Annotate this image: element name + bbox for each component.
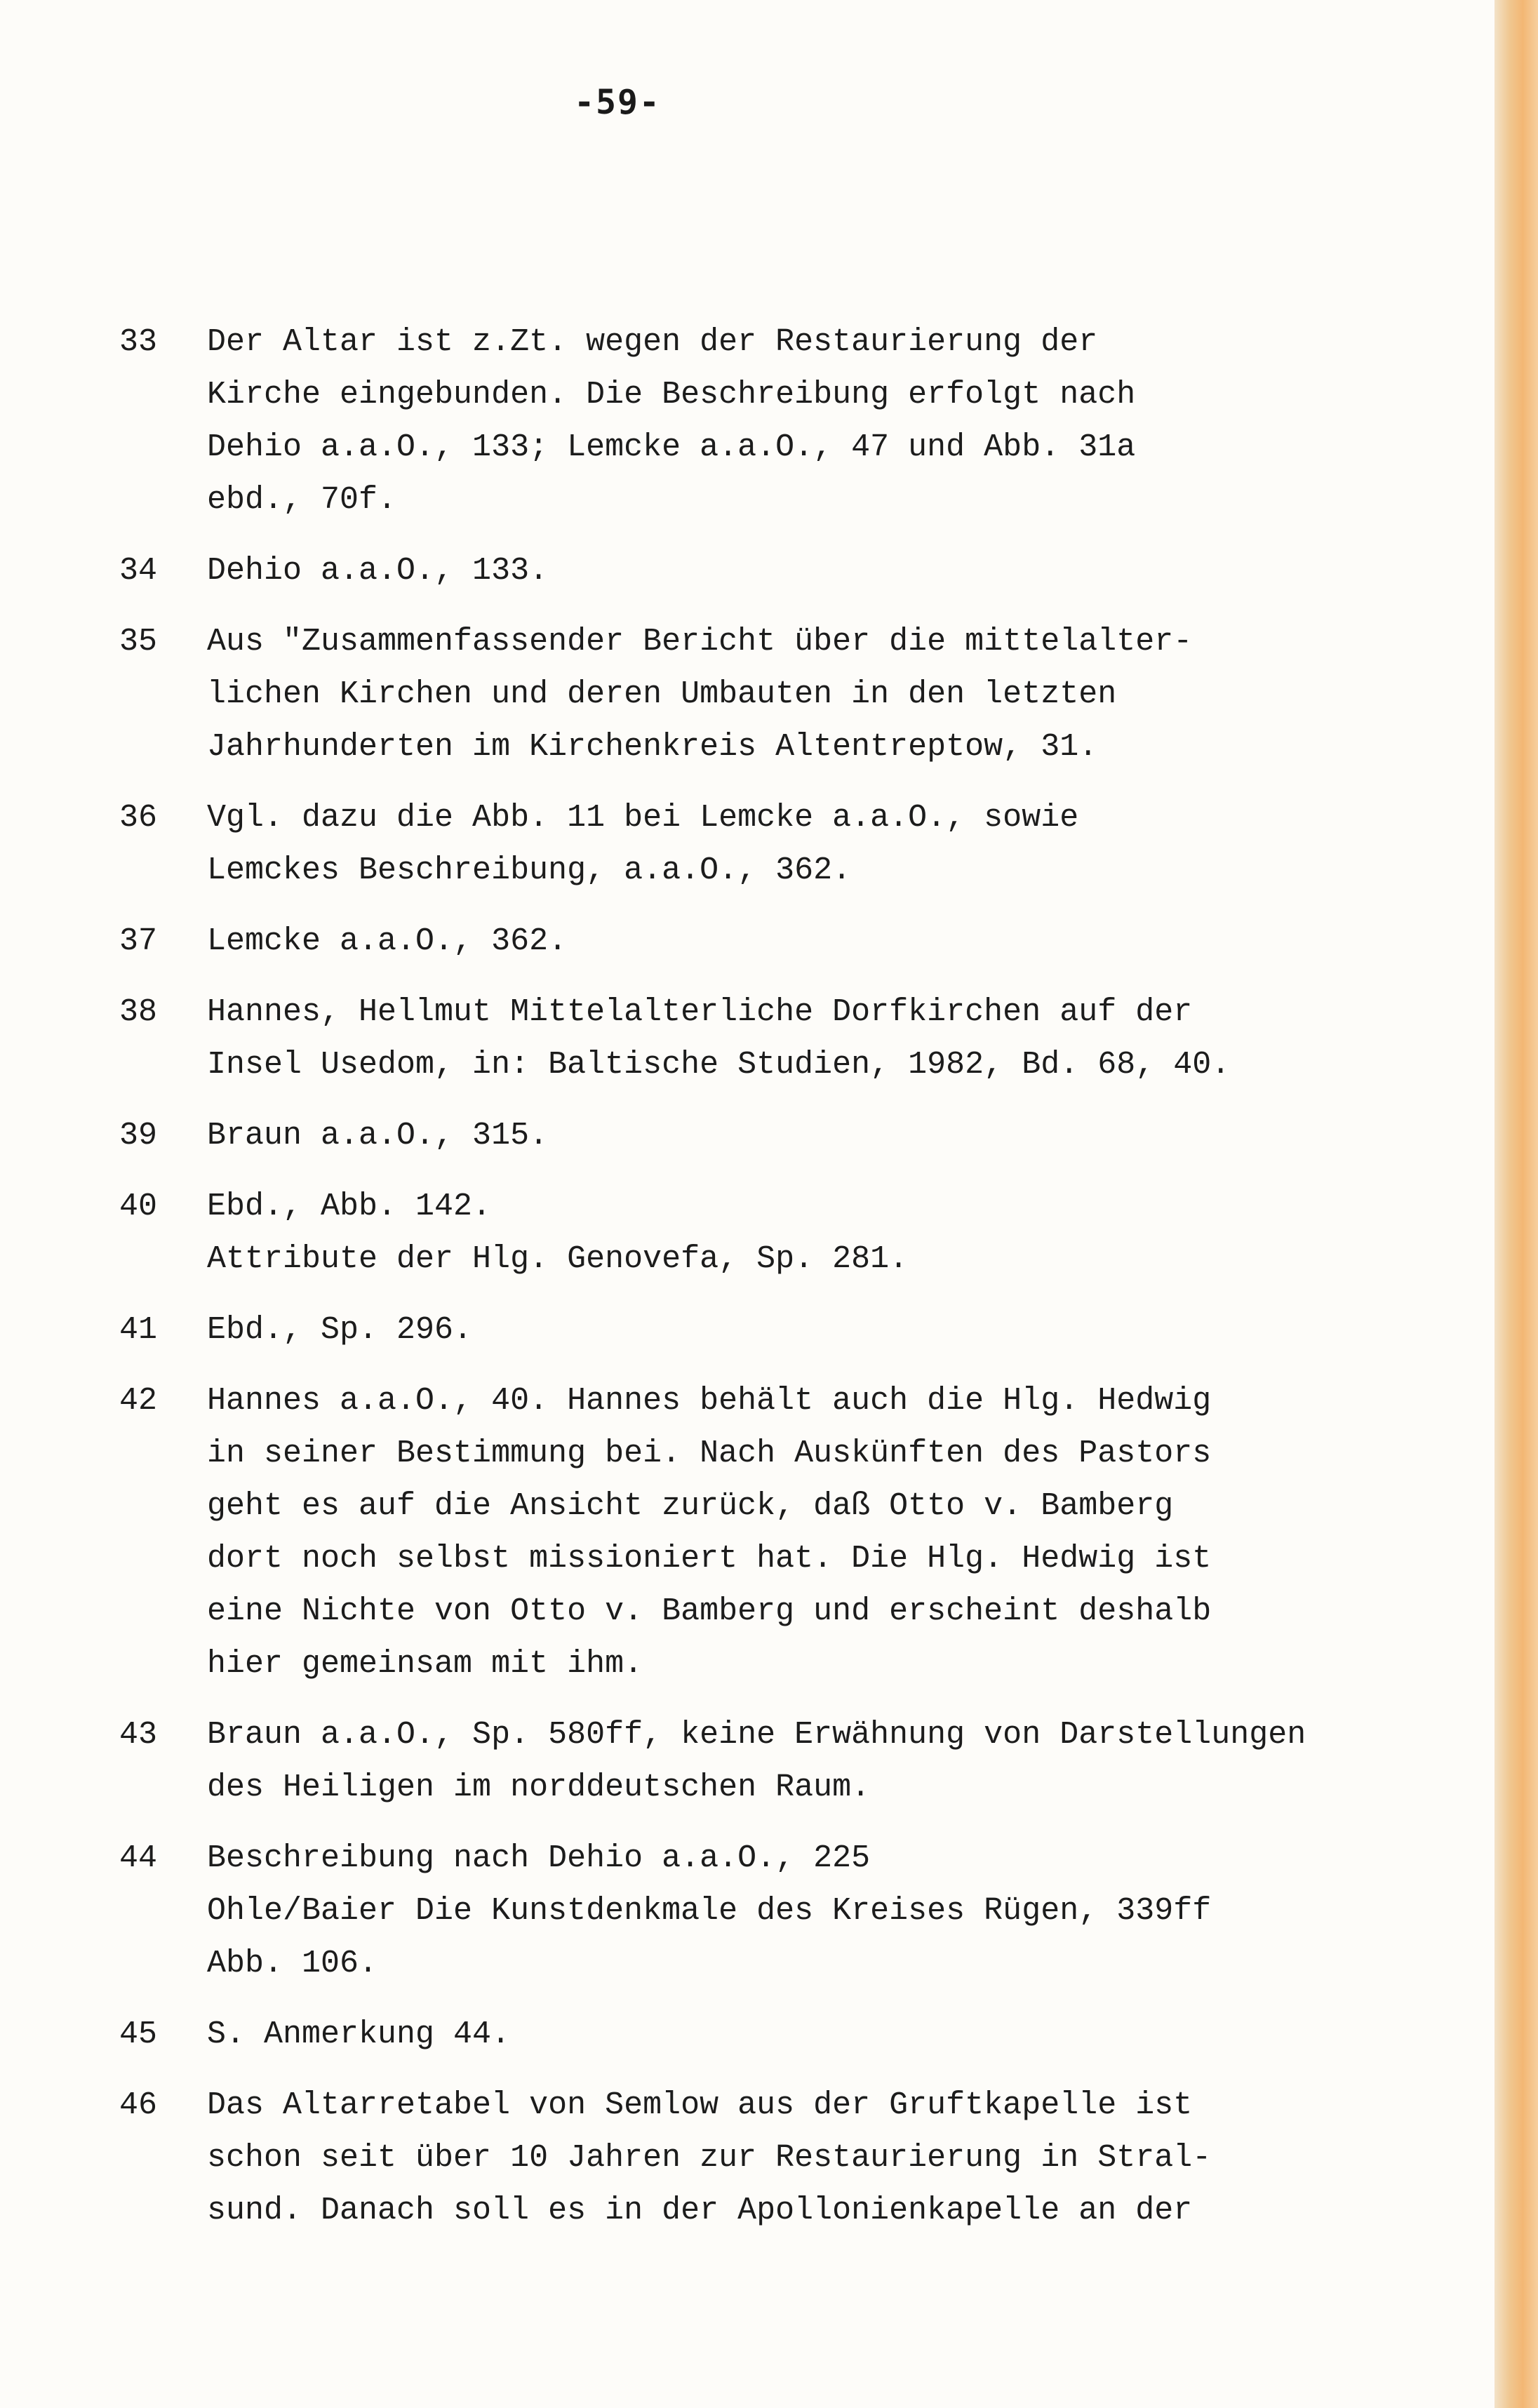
- footnote-36: [119, 791, 1473, 897]
- footnote-number: 42: [119, 1383, 158, 1419]
- footnote-number: 41: [119, 1312, 158, 1348]
- footnote-number: 35: [119, 624, 158, 660]
- footnote-number: 40: [119, 1189, 158, 1224]
- footnote-43: [119, 1708, 1473, 1814]
- footnote-text: Braun a.a.O., 315.: [207, 1118, 549, 1153]
- footnote-41: [119, 1304, 1473, 1356]
- footnote-text: Beschreibung nach Dehio a.a.O., 225 Ohle/Baier Die Kunstdenkmale des Kreises Rügen, 339ff Abb. 106.: [207, 1840, 1212, 1981]
- footnote-text: Der Altar ist z.Zt. wegen der Restaurierung der Kirche eingebunden. Die Beschreibung erfolgt nach Dehio a.a.O., 133; Lemcke a.a.O., 47 und Abb. 31a ebd., 70f.: [207, 324, 1136, 518]
- footnote-34: [119, 544, 1473, 597]
- footnote-45: [119, 2008, 1473, 2061]
- footnote-33: [119, 316, 1473, 526]
- footnote-text: Hannes, Hellmut Mittelalterliche Dorfkirchen auf der Insel Usedom, in: Baltische Studien, 1982, Bd. 68, 40.: [207, 994, 1231, 1083]
- footnote-number: 43: [119, 1717, 158, 1753]
- footnote-text: Ebd., Abb. 142. Attribute der Hlg. Genovefa, Sp. 281.: [207, 1189, 909, 1277]
- footnote-44: [119, 1832, 1473, 1990]
- footnote-number: 37: [119, 923, 158, 959]
- footnote-text: Aus "Zusammenfassender Bericht über die mittelalter- lichen Kirchen und deren Umbauten in den letzten Jahrhunderten im Kirchenkreis Altentreptow, 31.: [207, 624, 1193, 765]
- footnote-number: 45: [119, 2016, 158, 2052]
- footnote-number: 44: [119, 1840, 158, 1876]
- footnotes-list: [119, 316, 1473, 2255]
- footnote-46: [119, 2079, 1473, 2237]
- footnote-number: 33: [119, 324, 158, 360]
- footnote-37: [119, 915, 1473, 968]
- footnote-text: S. Anmerkung 44.: [207, 2016, 511, 2052]
- footnote-42: [119, 1374, 1473, 1690]
- footnote-text: Dehio a.a.O., 133.: [207, 553, 549, 589]
- footnote-number: 34: [119, 553, 158, 589]
- footnote-38: [119, 986, 1473, 1091]
- footnote-text: Vgl. dazu die Abb. 11 bei Lemcke a.a.O., sowie Lemckes Beschreibung, a.a.O., 362.: [207, 800, 1079, 888]
- footnote-text: Lemcke a.a.O., 362.: [207, 923, 568, 959]
- footnote-40: [119, 1180, 1473, 1285]
- footnote-number: 38: [119, 994, 158, 1030]
- footnote-number: 46: [119, 2087, 158, 2123]
- footnote-text: Hannes a.a.O., 40. Hannes behält auch die Hlg. Hedwig in seiner Bestimmung bei. Nach Auskünften des Pastors geht es auf die Ansicht zurück, daß Otto v. Bamberg dort noch selbst missioniert hat. Die Hlg. Hedwig ist eine Nichte von Otto v. Bamberg und erscheint deshalb hier gemeinsam mit ihm.: [207, 1383, 1212, 1682]
- footnote-text: Braun a.a.O., Sp. 580ff, keine Erwähnung von Darstellungen des Heiligen im norddeutschen Raum.: [207, 1717, 1306, 1805]
- footnote-text: Ebd., Sp. 296.: [207, 1312, 473, 1348]
- paper-edge: [1494, 0, 1538, 2408]
- footnote-35: [119, 615, 1473, 773]
- footnote-number: 39: [119, 1118, 158, 1153]
- footnote-text: Das Altarretabel von Semlow aus der Gruftkapelle ist schon seit über 10 Jahren zur Restaurierung in Stral- sund. Danach soll es in der Apollonienkapelle an der: [207, 2087, 1212, 2228]
- footnote-number: 36: [119, 800, 158, 836]
- page-number: -59-: [574, 83, 661, 122]
- footnote-39: [119, 1109, 1473, 1162]
